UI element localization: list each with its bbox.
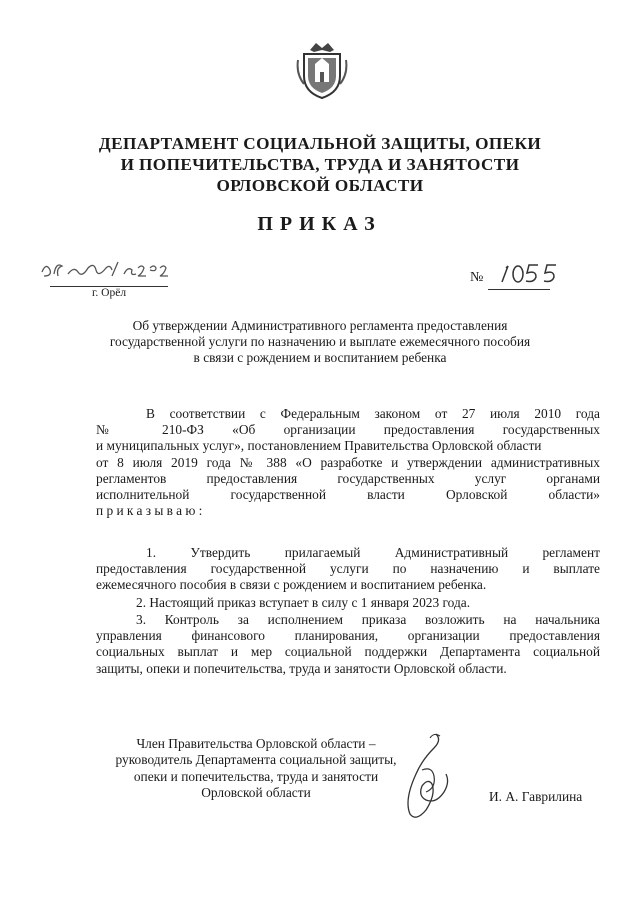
coat-of-arms-icon bbox=[296, 40, 348, 100]
signatory-name: И. А. Гаврилина bbox=[489, 789, 583, 804]
position-line: Орловской области bbox=[201, 785, 311, 801]
subject-line: Об утверждении Административного регламента предоставления bbox=[132, 318, 508, 333]
document-subject bbox=[100, 318, 540, 366]
preamble-line: и муниципальных услуг», постановлением Правительства Орловской области bbox=[96, 438, 542, 454]
document-type-title: ПРИКАЗ bbox=[257, 213, 382, 235]
department-heading bbox=[40, 133, 600, 196]
position-line: руководитель Департамента социальной защиты, bbox=[115, 752, 397, 768]
order-word: приказываю: bbox=[96, 503, 206, 519]
item-line: предоставления государственной услуги по назначению и выплате bbox=[96, 561, 600, 577]
item-line: социальных выплат и мер социальной поддержки Департамента социальной bbox=[96, 644, 600, 660]
handwritten-signature bbox=[386, 730, 464, 820]
city: г. Орёл bbox=[92, 287, 127, 299]
item-line: 2. Настоящий приказ вступает в силу с 1 января 2023 года. bbox=[136, 595, 471, 610]
number-underline bbox=[488, 289, 550, 290]
department-line: ДЕПАРТАМЕНТ СОЦИАЛЬНОЙ ЗАЩИТЫ, ОПЕКИ bbox=[98, 134, 542, 153]
item-line: 1. Утвердить прилагаемый Административный регламент bbox=[146, 545, 600, 560]
preamble-line: исполнительной государственной власти Орловской области» bbox=[96, 487, 600, 503]
item-line: защиты, опеки и попечительства, труда и занятости Орловской области. bbox=[96, 660, 507, 676]
preamble-line: В соответствии с Федеральным законом от 27 июля 2010 года bbox=[146, 406, 600, 421]
position-line: опеки и попечительства, труда и занятости bbox=[133, 768, 379, 784]
preamble-line: № 210-ФЗ «Об организации предоставления государственных bbox=[96, 422, 600, 438]
order-item-1 bbox=[96, 545, 600, 594]
subject-line: государственной услуги по назначению и выплате ежемесячного пособия bbox=[109, 334, 531, 349]
position-line: Член Правительства Орловской области – bbox=[136, 736, 376, 751]
order-item-3 bbox=[96, 612, 600, 677]
signatory-position bbox=[100, 736, 412, 802]
order-item-2 bbox=[96, 595, 600, 611]
preamble-line: регламентов предоставления государственных услуг органами bbox=[96, 470, 600, 486]
department-line: И ПОПЕЧИТЕЛЬСТВА, ТРУДА И ЗАНЯТОСТИ bbox=[120, 155, 520, 174]
handwritten-date bbox=[40, 258, 172, 280]
item-line: управления финансового планирования, организации предоставления bbox=[96, 628, 600, 644]
item-line: 3. Контроль за исполнением приказа возложить на начальника bbox=[136, 612, 600, 627]
handwritten-number bbox=[496, 262, 560, 284]
preamble-line: от 8 июля 2019 года № 388 «О разработке и утверждении административных bbox=[96, 454, 600, 470]
department-line: ОРЛОВСКОЙ ОБЛАСТИ bbox=[216, 176, 424, 195]
item-line: ежемесячного пособия в связи с рождением и воспитанием ребенка. bbox=[96, 577, 487, 593]
number-label: № bbox=[470, 270, 484, 285]
preamble-paragraph bbox=[96, 406, 600, 519]
subject-line: в связи с рождением и воспитанием ребенка bbox=[193, 350, 447, 365]
